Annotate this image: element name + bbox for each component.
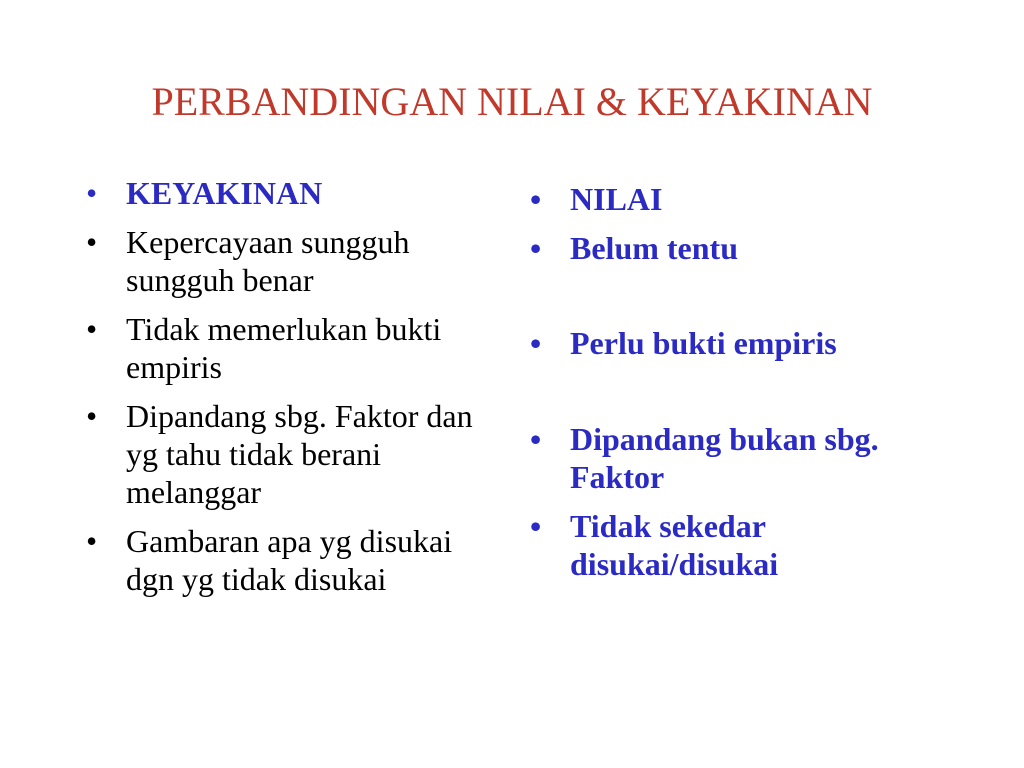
right-heading-nilai: NILAI	[570, 181, 663, 217]
list-item	[86, 223, 506, 299]
bullet-icon: •	[530, 181, 542, 217]
bullet-icon: •	[530, 421, 542, 457]
left-item-text: Gambaran apa yg disukai dgn yg tidak disukai	[126, 523, 453, 597]
left-heading-keyakinan: KEYAKINAN	[126, 175, 323, 211]
bullet-icon: •	[530, 325, 542, 361]
right-item-text: Dipandang bukan sbg. Faktor	[570, 421, 879, 495]
list-item	[530, 324, 920, 362]
list-item	[530, 420, 920, 496]
bullet-icon: •	[86, 224, 98, 260]
right-item-text: Tidak sekedar disukai/disukai	[570, 508, 779, 582]
bullet-icon: •	[530, 230, 542, 266]
left-item-text: Tidak memerlukan bukti empiris	[126, 311, 442, 385]
list-item	[86, 174, 506, 212]
bullet-icon: •	[86, 175, 98, 211]
list-item	[86, 310, 506, 386]
slide-title: PERBANDINGAN NILAI & KEYAKINAN	[151, 79, 873, 124]
bullet-icon: •	[86, 398, 98, 434]
left-item-text: Kepercayaan sungguh sungguh benar	[126, 224, 410, 298]
left-column-list	[86, 174, 506, 609]
right-item-text: Belum tentu	[570, 230, 738, 266]
list-item	[530, 229, 920, 267]
list-item	[86, 397, 506, 511]
list-item	[530, 180, 920, 218]
list-item	[86, 522, 506, 598]
bullet-icon: •	[86, 311, 98, 347]
right-column-list	[530, 180, 920, 594]
list-item	[530, 507, 920, 583]
bullet-icon: •	[86, 523, 98, 559]
bullet-icon: •	[530, 508, 542, 544]
right-item-text: Perlu bukti empiris	[570, 325, 837, 361]
left-item-text: Dipandang sbg. Faktor dan yg tahu tidak berani melanggar	[126, 398, 473, 510]
